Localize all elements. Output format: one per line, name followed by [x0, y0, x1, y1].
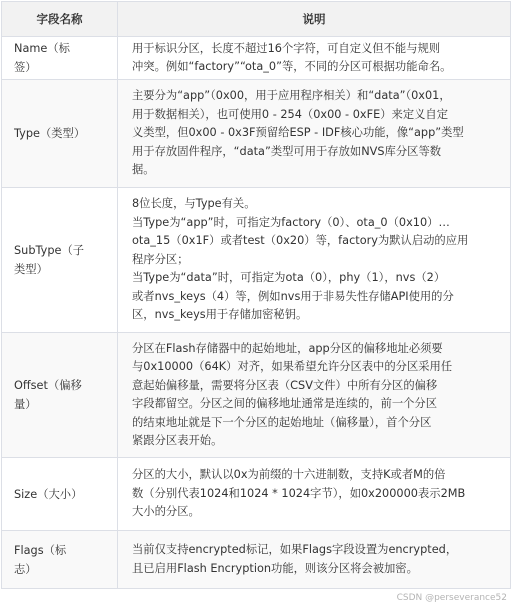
table-header-row [2, 2, 511, 37]
desc-line: 大小的分区。 [132, 505, 200, 519]
desc-line: 主要分为“app”（0x00，用于应用程序相关）和“data”（0x01， [132, 89, 451, 103]
field-line: Size（大小） [14, 487, 83, 501]
field-line: 志） [14, 562, 37, 576]
table-row [2, 333, 511, 458]
row-field-cell [2, 188, 118, 333]
field-line: Type（类型） [14, 127, 86, 140]
field-line: 类型） [14, 263, 48, 276]
header-field-name: 字段名称 [2, 2, 118, 37]
desc-line: 区，nvs_keys用于存储加密秘钥。 [132, 308, 308, 322]
row-description-cell [118, 531, 511, 589]
table-row [2, 458, 511, 531]
desc-line: ota_15（0x1F）或者test（0x20）等，factory为默认启动的应用 [132, 234, 469, 248]
row-description-cell [118, 37, 511, 80]
table-row [2, 37, 511, 80]
desc-line: 或者nvs_keys（4）等，例如nvs用于非易失性存储API使用的分 [132, 289, 454, 303]
field-line: Name（标 [14, 42, 70, 55]
field-line: SubType（子 [14, 244, 85, 257]
desc-line: 字段都留空。分区之间的偏移地址通常是连续的，前一个分区 [132, 397, 438, 410]
row-field-cell [2, 458, 118, 531]
desc-line: 程序分区； [132, 252, 189, 266]
desc-line: 分区的大小，默认以0x为前缀的十六进制数，支持K或者M的倍 [132, 468, 446, 482]
row-field-cell [2, 531, 118, 589]
field-line: Flags（标 [14, 543, 67, 557]
desc-line: 用于标识分区，长度不超过16个字符，可自定义但不能与规则 [132, 41, 441, 55]
field-line: 签） [14, 61, 37, 74]
desc-line: 分区在Flash存储器中的起始地址，app分区的偏移地址必须要 [132, 341, 443, 355]
table-row [2, 188, 511, 333]
table-row [2, 531, 511, 589]
header-description: 说明 [118, 2, 511, 37]
desc-line: 据。 [132, 163, 155, 177]
desc-line: 义类型，但0x00 - 0x3F预留给ESP - IDF核心功能，像“app”类型 [132, 126, 464, 140]
row-field-cell [2, 333, 118, 458]
desc-line: 用于存放固件程序，“data”类型可用于存放如NVS库分区等数 [132, 144, 442, 158]
desc-line: 且已启用Flash Encryption功能，则该分区将会被加密。 [132, 561, 418, 575]
desc-line: 当Type为“app”时，可指定为factory（0）、ota_0（0x10）… [132, 215, 450, 229]
watermark: CSDN @perseverance52 [396, 593, 507, 603]
row-field-cell [2, 37, 118, 80]
desc-line: 紧跟分区表开始。 [132, 434, 223, 447]
desc-line: 数（分别代表1024和1024 * 1024字节），如0x200000表示2MB [132, 486, 466, 500]
partition-table [1, 1, 511, 589]
row-description-cell [118, 333, 511, 458]
desc-line: 当前仅支持encrypted标记，如果Flags字段设置为encrypted， [132, 543, 458, 556]
desc-line: 用于数据相关），也可使用0 - 254（0x00 - 0xFE）来定义自定 [132, 107, 449, 121]
desc-line: 的结束地址就是下一个分区的起始地址（偏移量），首个分区 [132, 415, 432, 429]
table-row [2, 80, 511, 188]
row-description-cell [118, 188, 511, 333]
desc-line: 意起始偏移量，需要将分区表（CSV文件）中所有分区的偏移 [132, 378, 438, 392]
field-line: Offset（偏移 [14, 379, 82, 392]
field-line: 量） [14, 398, 37, 411]
desc-line: 8位长度，与Type有关。 [132, 197, 256, 211]
desc-line: 与0x10000（64K）对齐，如果希望允许分区表中的分区采用任 [132, 360, 453, 373]
row-description-cell [118, 80, 511, 188]
row-field-cell [2, 80, 118, 188]
row-description-cell [118, 458, 511, 531]
desc-line: 当Type为“data”时，可指定为ota（0），phy（1），nvs（2） [132, 271, 446, 285]
desc-line: 冲突。例如“factory”“ota_0”等，不同的分区可根据功能命名。 [132, 60, 452, 73]
